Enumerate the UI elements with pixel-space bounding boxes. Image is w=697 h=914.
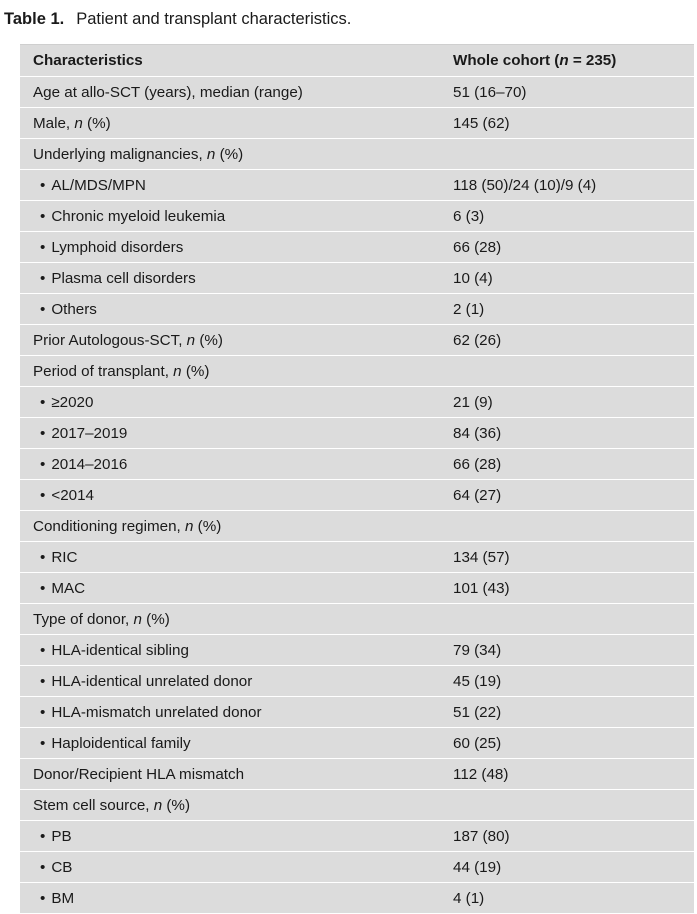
table-row <box>20 542 694 573</box>
table-row <box>20 511 694 542</box>
row-label: • Others <box>20 301 440 318</box>
row-label: Prior Autologous-SCT, n (%) <box>33 331 223 349</box>
row-value: 64 (27) <box>453 486 502 504</box>
header-characteristics: Characteristics <box>33 52 143 69</box>
row-label: Donor/Recipient HLA mismatch <box>33 765 245 783</box>
row-label: • <2014 <box>20 487 440 504</box>
row-label: Conditioning regimen, n (%) <box>33 517 222 535</box>
row-label: • HLA-identical sibling <box>20 642 440 659</box>
row-label: • Lymphoid disorders <box>20 239 440 256</box>
row-value: 112 (48) <box>453 765 509 783</box>
row-label: • Chronic myeloid leukemia <box>20 208 440 225</box>
table-row <box>20 790 694 821</box>
row-value: 2 (1) <box>453 300 485 318</box>
table-header-row <box>20 45 694 77</box>
table-title: Patient and transplant characteristics. <box>76 10 352 28</box>
table-row <box>20 480 694 511</box>
row-value: 118 (50)/24 (10)/9 (4) <box>453 176 597 194</box>
table-caption <box>4 6 351 32</box>
row-label: • CB <box>20 859 440 876</box>
row-value: 187 (80) <box>453 827 510 845</box>
row-value: 21 (9) <box>453 393 493 411</box>
table-body <box>20 77 694 914</box>
table-row <box>20 728 694 759</box>
row-value: 60 (25) <box>453 734 502 752</box>
table-number: Table 1. <box>4 10 65 28</box>
table-row <box>20 201 694 232</box>
table-row <box>20 356 694 387</box>
table-row <box>20 139 694 170</box>
row-value: 51 (22) <box>453 703 502 721</box>
table-row <box>20 635 694 666</box>
row-value: 10 (4) <box>453 269 493 287</box>
row-label: Stem cell source, n (%) <box>33 796 190 814</box>
row-label: • Plasma cell disorders <box>20 270 440 287</box>
table-row <box>20 821 694 852</box>
row-label: • 2017–2019 <box>20 425 440 442</box>
table-row <box>20 759 694 790</box>
table-row <box>20 294 694 325</box>
row-label: • AL/MDS/MPN <box>20 177 440 194</box>
row-value: 62 (26) <box>453 331 502 349</box>
table-row <box>20 232 694 263</box>
table-row <box>20 604 694 635</box>
table-row <box>20 666 694 697</box>
row-value: 101 (43) <box>453 579 510 597</box>
row-label: • Haploidentical family <box>20 735 440 752</box>
row-value: 4 (1) <box>453 889 485 907</box>
row-label: • ≥2020 <box>20 394 440 411</box>
table-row <box>20 418 694 449</box>
header-whole-cohort: Whole cohort (n = 235) <box>453 52 617 69</box>
row-value: 66 (28) <box>453 238 502 256</box>
table-row <box>20 108 694 139</box>
row-label: • HLA-mismatch unrelated donor <box>20 704 440 721</box>
row-label: • MAC <box>20 580 440 597</box>
table-row <box>20 852 694 883</box>
row-value: 6 (3) <box>453 207 485 225</box>
table-row <box>20 697 694 728</box>
table-row <box>20 325 694 356</box>
row-label: Male, n (%) <box>33 114 111 132</box>
row-value: 134 (57) <box>453 548 510 566</box>
characteristics-table <box>20 44 694 914</box>
table-row <box>20 387 694 418</box>
row-label: Type of donor, n (%) <box>33 610 170 628</box>
row-label: • HLA-identical unrelated donor <box>20 673 440 690</box>
table-row <box>20 263 694 294</box>
row-label: • 2014–2016 <box>20 456 440 473</box>
table-row <box>20 449 694 480</box>
row-label: • RIC <box>20 549 440 566</box>
row-label: • PB <box>20 828 440 845</box>
row-value: 145 (62) <box>453 114 510 132</box>
table-row <box>20 883 694 914</box>
row-value: 44 (19) <box>453 858 502 876</box>
row-value: 84 (36) <box>453 424 502 442</box>
row-label: Age at allo-SCT (years), median (range) <box>33 83 303 101</box>
table-row <box>20 77 694 108</box>
row-value: 66 (28) <box>453 455 502 473</box>
row-value: 51 (16–70) <box>453 83 527 101</box>
row-label: • BM <box>20 890 440 907</box>
row-value: 79 (34) <box>453 641 502 659</box>
row-label: Underlying malignancies, n (%) <box>33 145 244 163</box>
table-row <box>20 573 694 604</box>
table-row <box>20 170 694 201</box>
row-label: Period of transplant, n (%) <box>33 362 210 380</box>
row-value: 45 (19) <box>453 672 502 690</box>
